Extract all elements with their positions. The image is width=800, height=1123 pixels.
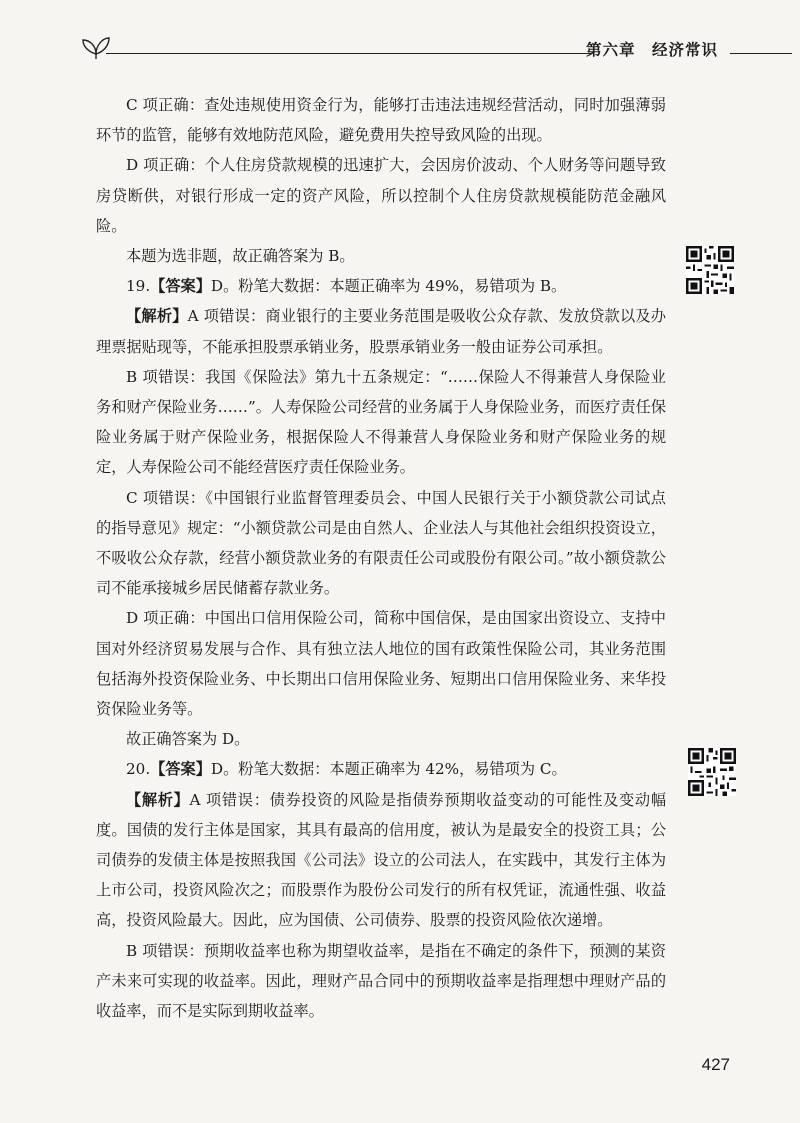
paragraph: [96, 724, 666, 754]
question-number: 19.: [126, 277, 151, 296]
question-number: 20.: [126, 760, 151, 779]
answer-tag: 【答案】: [150, 277, 211, 296]
qr-code-icon[interactable]: [688, 748, 736, 796]
qr-code-icon[interactable]: [686, 246, 734, 294]
paragraph: [96, 90, 666, 150]
paragraph: [96, 603, 666, 724]
page-content: [96, 90, 666, 1026]
paragraph-text: A 项错误：债券投资的风险是指债券预期收益变动的可能性及变动幅度。国债的发行主体是国家，其具有最高的信用度，被认为是最安全的投资工具；公司债券的发债主体是按照我国《公司法》设立的公司法人，在实践中，其发行主体为上市公司，投资风险次之；而股票作为股份公司发行的所有权凭证，流通性强、收益高，投资风险最大。因此，应为国债、公司债券、股票的投资风险依次递增。: [96, 790, 667, 930]
analysis-19: [96, 301, 666, 361]
paragraph: [96, 936, 666, 1027]
paragraph: [96, 150, 666, 241]
header-rule-left: [106, 53, 592, 54]
page-header: [80, 32, 792, 62]
paragraph-text: B 项错误：预期收益率也称为期望收益率，是指在不确定的条件下，预测的某资产未来可实现的收益率。因此，理财产品合同中的预期收益率是指理想中理财产品的收益率，而不是实际到期收益率。: [96, 941, 666, 1021]
paragraph-text: D。粉笔大数据：本题正确率为 42%，易错项为 C。: [210, 760, 567, 779]
paragraph-text: 本题为选非题，故正确答案为 B。: [126, 247, 355, 266]
paragraph: [96, 483, 666, 604]
paragraph-text: D 项正确：个人住房贷款规模的迅速扩大，会因房价波动、个人财务等问题导致房贷断供，对银行形成一定的资产风险，所以控制个人住房贷款规模能防范金融风险。: [96, 156, 666, 235]
answer-tag: 【答案】: [150, 760, 211, 779]
paragraph: [96, 241, 666, 271]
header-rule-right: [730, 53, 792, 54]
paragraph-text: D 项正确：中国出口信用保险公司，简称中国信保，是由国家出资设立、支持中国对外经济贸易发展与合作、具有独立法人地位的国有政策性保险公司，其业务范围包括海外投资保险业务、中长期出口信用保险业务、短期出口信用保险业务、来华投资保险业务等。: [96, 609, 666, 719]
paragraph-text: D。粉笔大数据：本题正确率为 49%，易错项为 B。: [210, 277, 567, 296]
page-number: 427: [701, 1055, 730, 1074]
answer-20: [96, 754, 666, 784]
leaf-logo-icon: [80, 32, 112, 60]
analysis-tag: 【解析】: [126, 790, 190, 809]
analysis-20: [96, 785, 666, 936]
paragraph-text: C 项错误：《中国银行业监督管理委员会、中国人民银行关于小额贷款公司试点的指导意见》规定：“小额贷款公司是由自然人、企业法人与其他社会组织投资设立，不吸收公众存款，经营小额贷款业务的有限责任公司或股份有限公司。”故小额贷款公司不能承接城乡居民储蓄存款业务。: [96, 488, 666, 598]
paragraph-text: A 项错误：商业银行的主要业务范围是吸收公众存款、发放贷款以及办理票据贴现等，不能承担股票承销业务，股票承销业务一般由证券公司承担。: [96, 307, 666, 356]
analysis-tag: 【解析】: [126, 307, 188, 326]
paragraph-text: 故正确答案为 D。: [126, 730, 250, 749]
paragraph-text: B 项错误：我国《保险法》第九十五条规定：“……保险人不得兼营人身保险业务和财产保险业务……”。人寿保险公司经营的业务属于人身保险业务，而医疗责任保险业务属于财产保险业务，根据保险人不得兼营人身保险业务和财产保险业务的规定，人寿保险公司不能经营医疗责任保险业务。: [96, 367, 666, 477]
paragraph: [96, 362, 666, 483]
paragraph-text: C 项正确：查处违规使用资金行为，能够打击违法违规经营活动，同时加强薄弱环节的监管，能够有效地防范风险，避免费用失控导致风险的出现。: [96, 96, 666, 145]
chapter-title: 第六章 经济常识: [585, 41, 718, 59]
answer-19: [96, 271, 666, 301]
